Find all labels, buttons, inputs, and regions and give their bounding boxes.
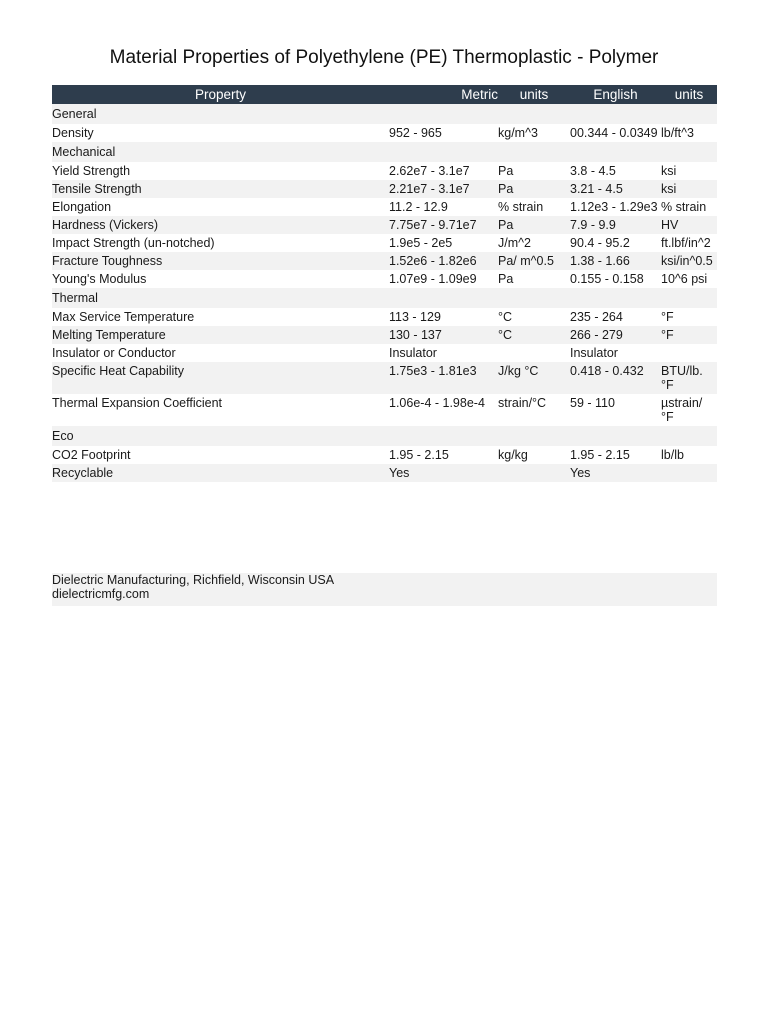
cell-english: 00.344 - 0.0349 [570,126,658,140]
table-row [52,252,717,270]
cell-metric-units: kg/m^3 [498,126,538,140]
cell-english-units: °F [661,326,717,344]
table-row [52,180,717,198]
table-row [52,362,717,394]
table-row [52,234,717,252]
cell-english: 59 - 110 [570,396,615,410]
cell-property: Impact Strength (un-notched) [52,236,215,250]
cell-property: Thermal Expansion Coefficient [52,396,222,410]
cell-metric: 1.06e-4 - 1.98e-4 [389,396,485,410]
cell-english: 266 - 279 [570,326,661,344]
table-row [52,344,717,362]
cell-english: 3.21 - 4.5 [570,180,661,198]
cell-metric-units: strain/°C [498,396,547,410]
cell-metric: 113 - 129 [389,310,441,324]
cell-english: 3.8 - 4.5 [570,164,616,178]
cell-english: Insulator [570,346,618,360]
section-row [52,426,717,446]
cell-english-units: lb/lb [661,448,684,462]
footer-company: Dielectric Manufacturing, Richfield, Wisconsin USA [52,573,335,587]
section-label: General [52,104,717,124]
cell-english-units: ksi [661,164,677,178]
properties-table [52,85,717,482]
table-row [52,326,717,344]
section-label: Mechanical [52,142,717,162]
table-row [52,270,717,288]
cell-english: 1.12e3 - 1.29e3 [570,200,658,214]
cell-metric-units: J/kg °C [498,362,570,394]
cell-metric-units [498,464,570,482]
cell-english-units: °F [661,310,674,324]
table-row [52,308,717,326]
cell-property: Yield Strength [52,164,131,178]
cell-english-units [661,464,717,482]
cell-metric: 2.21e7 - 3.1e7 [389,180,498,198]
cell-property: Specific Heat Capability [52,362,389,394]
cell-metric-units: Pa [498,180,570,198]
cell-property: Tensile Strength [52,180,389,198]
cell-metric-units: J/m^2 [498,236,531,250]
cell-metric-units: % strain [498,200,544,214]
section-label: Thermal [52,288,717,308]
cell-english-units: ksi/in^0.5 [661,252,717,270]
cell-metric: Insulator [389,346,437,360]
table-row [52,162,717,180]
cell-property: Insulator or Conductor [52,346,176,360]
cell-property: Elongation [52,200,112,214]
cell-property: Hardness (Vickers) [52,216,389,234]
table-row [52,464,717,482]
cell-english: 90.4 - 95.2 [570,236,630,250]
footer [52,573,717,606]
cell-metric: 1.95 - 2.15 [389,448,449,462]
cell-english: 1.95 - 2.15 [570,448,630,462]
header-property: Property [52,85,389,104]
footer-website: dielectricmfg.com [52,587,150,601]
cell-metric: 1.9e5 - 2e5 [389,236,453,250]
cell-metric-units: Pa [498,272,514,286]
cell-metric: 1.52e6 - 1.82e6 [389,252,498,270]
section-row [52,142,717,162]
header-metric: Metric [389,85,498,104]
cell-metric: 2.62e7 - 3.1e7 [389,164,470,178]
cell-english-units: % strain [661,200,707,214]
table-row [52,124,717,142]
cell-english-units: BTU/lb. °F [661,362,717,394]
cell-metric: 1.75e3 - 1.81e3 [389,362,498,394]
cell-metric-units: Pa [498,164,514,178]
cell-english-units [661,344,717,362]
section-row [52,104,717,124]
section-label: Eco [52,426,717,446]
cell-property: Fracture Toughness [52,252,389,270]
cell-metric: 7.75e7 - 9.71e7 [389,216,498,234]
cell-property: Max Service Temperature [52,310,195,324]
page-title: Material Properties of Polyethylene (PE) Thermoplastic - Polymer [109,47,659,68]
cell-english-units: ksi [661,180,717,198]
cell-metric: 130 - 137 [389,326,498,344]
table-body [52,104,717,482]
header-metric-units: units [498,85,570,104]
cell-property: Recyclable [52,464,389,482]
cell-english-units: HV [661,216,717,234]
cell-english: Yes [570,464,661,482]
cell-metric: 11.2 - 12.9 [389,200,448,214]
cell-metric-units: Pa [498,216,570,234]
table-row [52,446,717,464]
cell-english: 0.418 - 0.432 [570,362,661,394]
cell-metric-units: kg/kg [498,448,528,462]
cell-english: 0.155 - 0.158 [570,272,644,286]
cell-english: 235 - 264 [570,310,623,324]
cell-english: 1.38 - 1.66 [570,252,661,270]
cell-english-units: lb/ft^3 [661,126,694,140]
cell-property: Melting Temperature [52,326,389,344]
table-header-row [52,85,717,104]
cell-metric: 952 - 965 [389,126,442,140]
cell-english-units: 10^6 psi [661,272,708,286]
cell-english-units: µstrain/ °F [661,396,703,424]
cell-metric: 1.07e9 - 1.09e9 [389,272,477,286]
cell-metric-units: °C [498,326,570,344]
cell-metric: Yes [389,464,498,482]
cell-property: Young's Modulus [52,272,147,286]
cell-property: Density [52,126,94,140]
header-english-units: units [661,85,717,104]
table-row [52,216,717,234]
cell-metric-units: °C [498,310,513,324]
cell-property: CO2 Footprint [52,448,131,462]
section-row [52,288,717,308]
cell-metric-units [498,344,570,362]
header-english: English [570,85,661,104]
table-row [52,394,717,426]
table-row [52,198,717,216]
cell-english-units: ft.lbf/in^2 [661,236,711,250]
cell-metric-units: Pa/ m^0.5 [498,252,570,270]
cell-english: 7.9 - 9.9 [570,216,661,234]
